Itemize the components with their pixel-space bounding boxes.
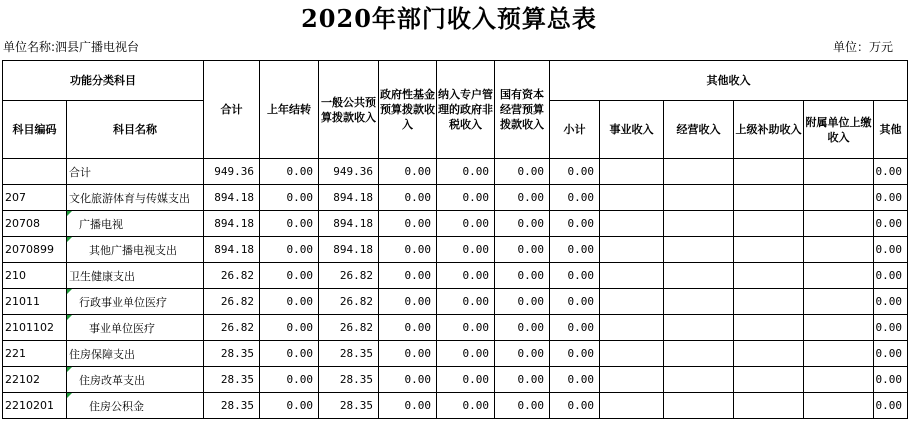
table-row	[3, 367, 908, 393]
other-cell: 0.00	[874, 159, 908, 185]
affiliated-income-cell	[804, 211, 874, 237]
carryover-cell: 0.00	[260, 263, 319, 289]
superior-subsidy-cell	[734, 263, 804, 289]
special-account-cell: 0.00	[437, 367, 495, 393]
carryover-cell: 0.00	[260, 237, 319, 263]
subject-code-cell: 210	[3, 263, 67, 289]
header-other-income: 其他收入	[550, 61, 908, 101]
business-income-cell	[600, 315, 664, 341]
superior-subsidy-cell	[734, 315, 804, 341]
header-subject-code: 科目编码	[3, 101, 67, 159]
capital-budget-cell: 0.00	[495, 211, 550, 237]
subject-name-cell	[67, 237, 204, 263]
general-budget-cell: 26.82	[319, 289, 379, 315]
special-account-cell: 0.00	[437, 159, 495, 185]
other-cell: 0.00	[874, 263, 908, 289]
capital-budget-cell: 0.00	[495, 289, 550, 315]
table-row	[3, 341, 908, 367]
unit-label: 单位：万元	[832, 40, 893, 54]
subject-code-cell: 2070899	[3, 237, 67, 263]
subject-name-text: 事业单位医疗	[89, 321, 155, 335]
capital-budget-cell: 0.00	[495, 341, 550, 367]
business-income-cell	[600, 159, 664, 185]
fund-budget-cell: 0.00	[379, 289, 437, 315]
subject-code-cell: 21011	[3, 289, 67, 315]
total-cell: 26.82	[204, 263, 260, 289]
subject-name-cell	[67, 159, 204, 185]
header-subtotal: 小计	[550, 101, 600, 159]
budget-table	[2, 60, 908, 419]
capital-budget-cell: 0.00	[495, 185, 550, 211]
table-row	[3, 159, 908, 185]
table-row	[3, 237, 908, 263]
fund-budget-cell: 0.00	[379, 393, 437, 419]
operating-income-cell	[664, 367, 734, 393]
general-budget-cell: 894.18	[319, 185, 379, 211]
affiliated-income-cell	[804, 367, 874, 393]
header-operating-income: 经营收入	[664, 101, 734, 159]
business-income-cell	[600, 393, 664, 419]
header-affiliated-unit-income: 附属单位上缴收入	[804, 101, 874, 159]
business-income-cell	[600, 237, 664, 263]
business-income-cell	[600, 263, 664, 289]
table-row	[3, 393, 908, 419]
subtotal-cell: 0.00	[550, 289, 600, 315]
header-other: 其他	[874, 101, 908, 159]
subtotal-cell: 0.00	[550, 263, 600, 289]
subject-code-cell: 20708	[3, 211, 67, 237]
subject-code-cell: 22102	[3, 367, 67, 393]
subtotal-cell: 0.00	[550, 367, 600, 393]
subject-code-cell: 221	[3, 341, 67, 367]
subject-name-text: 卫生健康支出	[69, 269, 135, 283]
business-income-cell	[600, 211, 664, 237]
superior-subsidy-cell	[734, 393, 804, 419]
subtotal-cell: 0.00	[550, 237, 600, 263]
total-cell: 894.18	[204, 237, 260, 263]
business-income-cell	[600, 367, 664, 393]
affiliated-income-cell	[804, 393, 874, 419]
fund-budget-cell: 0.00	[379, 211, 437, 237]
subject-name-cell	[67, 289, 204, 315]
general-budget-cell: 949.36	[319, 159, 379, 185]
subject-name-cell	[67, 263, 204, 289]
other-cell: 0.00	[874, 367, 908, 393]
carryover-cell: 0.00	[260, 211, 319, 237]
superior-subsidy-cell	[734, 211, 804, 237]
subject-code-cell: 2210201	[3, 393, 67, 419]
carryover-cell: 0.00	[260, 289, 319, 315]
subject-name-text: 文化旅游体育与传媒支出	[69, 191, 190, 205]
superior-subsidy-cell	[734, 159, 804, 185]
fund-budget-cell: 0.00	[379, 159, 437, 185]
special-account-cell: 0.00	[437, 289, 495, 315]
operating-income-cell	[664, 211, 734, 237]
header-state-capital-budget: 国有资本经营预算拨款收入	[495, 61, 550, 159]
subject-name-text: 住房公积金	[89, 399, 144, 413]
subject-name-cell	[67, 341, 204, 367]
total-cell: 26.82	[204, 289, 260, 315]
cell-marker-icon	[67, 393, 72, 398]
superior-subsidy-cell	[734, 341, 804, 367]
subject-code-cell: 207	[3, 185, 67, 211]
table-row	[3, 211, 908, 237]
affiliated-income-cell	[804, 315, 874, 341]
fund-budget-cell: 0.00	[379, 315, 437, 341]
subtotal-cell: 0.00	[550, 341, 600, 367]
cell-marker-icon	[67, 211, 72, 216]
subtotal-cell: 0.00	[550, 393, 600, 419]
subject-name-text: 住房保障支出	[69, 347, 135, 361]
page-title: 2020年部门收入预算总表	[301, 4, 597, 33]
total-cell: 26.82	[204, 315, 260, 341]
total-cell: 894.18	[204, 211, 260, 237]
subject-name-text: 其他广播电视支出	[89, 243, 177, 257]
header-subject-name: 科目名称	[67, 101, 204, 159]
total-cell: 949.36	[204, 159, 260, 185]
other-cell: 0.00	[874, 211, 908, 237]
subtotal-cell: 0.00	[550, 159, 600, 185]
other-cell: 0.00	[874, 185, 908, 211]
other-cell: 0.00	[874, 341, 908, 367]
superior-subsidy-cell	[734, 289, 804, 315]
table-row	[3, 263, 908, 289]
fund-budget-cell: 0.00	[379, 185, 437, 211]
fund-budget-cell: 0.00	[379, 237, 437, 263]
operating-income-cell	[664, 341, 734, 367]
subject-name-cell	[67, 315, 204, 341]
business-income-cell	[600, 185, 664, 211]
general-budget-cell: 26.82	[319, 315, 379, 341]
general-budget-cell: 28.35	[319, 341, 379, 367]
operating-income-cell	[664, 289, 734, 315]
table-row	[3, 315, 908, 341]
total-cell: 28.35	[204, 393, 260, 419]
fund-budget-cell: 0.00	[379, 263, 437, 289]
total-cell: 894.18	[204, 185, 260, 211]
capital-budget-cell: 0.00	[495, 159, 550, 185]
cell-marker-icon	[67, 367, 72, 372]
subject-name-cell	[67, 211, 204, 237]
total-cell: 28.35	[204, 367, 260, 393]
table-row	[3, 289, 908, 315]
capital-budget-cell: 0.00	[495, 393, 550, 419]
special-account-cell: 0.00	[437, 341, 495, 367]
affiliated-income-cell	[804, 159, 874, 185]
table-header	[3, 61, 908, 159]
special-account-cell: 0.00	[437, 211, 495, 237]
header-total: 合计	[204, 61, 260, 159]
general-budget-cell: 26.82	[319, 263, 379, 289]
header-prev-year-carryover: 上年结转	[260, 61, 319, 159]
carryover-cell: 0.00	[260, 315, 319, 341]
special-account-cell: 0.00	[437, 263, 495, 289]
capital-budget-cell: 0.00	[495, 263, 550, 289]
carryover-cell: 0.00	[260, 393, 319, 419]
header-superior-subsidy: 上级补助收入	[734, 101, 804, 159]
affiliated-income-cell	[804, 289, 874, 315]
general-budget-cell: 28.35	[319, 367, 379, 393]
header-business-income: 事业收入	[600, 101, 664, 159]
other-cell: 0.00	[874, 237, 908, 263]
special-account-cell: 0.00	[437, 237, 495, 263]
subtotal-cell: 0.00	[550, 211, 600, 237]
total-cell: 28.35	[204, 341, 260, 367]
table-row	[3, 185, 908, 211]
other-cell: 0.00	[874, 393, 908, 419]
capital-budget-cell: 0.00	[495, 237, 550, 263]
general-budget-cell: 894.18	[319, 237, 379, 263]
subject-name-text: 合计	[69, 165, 91, 179]
fund-budget-cell: 0.00	[379, 367, 437, 393]
affiliated-income-cell	[804, 263, 874, 289]
other-cell: 0.00	[874, 289, 908, 315]
other-cell: 0.00	[874, 315, 908, 341]
carryover-cell: 0.00	[260, 159, 319, 185]
carryover-cell: 0.00	[260, 367, 319, 393]
cell-marker-icon	[67, 237, 72, 242]
business-income-cell	[600, 289, 664, 315]
subtotal-cell: 0.00	[550, 315, 600, 341]
unit-name: 单位名称:泗县广播电视台	[3, 40, 140, 54]
affiliated-income-cell	[804, 237, 874, 263]
special-account-cell: 0.00	[437, 393, 495, 419]
capital-budget-cell: 0.00	[495, 315, 550, 341]
fund-budget-cell: 0.00	[379, 341, 437, 367]
subject-name-cell	[67, 185, 204, 211]
general-budget-cell: 894.18	[319, 211, 379, 237]
operating-income-cell	[664, 393, 734, 419]
operating-income-cell	[664, 237, 734, 263]
general-budget-cell: 28.35	[319, 393, 379, 419]
affiliated-income-cell	[804, 341, 874, 367]
superior-subsidy-cell	[734, 185, 804, 211]
superior-subsidy-cell	[734, 367, 804, 393]
subject-name-text: 行政事业单位医疗	[79, 295, 167, 309]
carryover-cell: 0.00	[260, 185, 319, 211]
subject-code-cell	[3, 159, 67, 185]
operating-income-cell	[664, 159, 734, 185]
subject-name-cell	[67, 367, 204, 393]
superior-subsidy-cell	[734, 237, 804, 263]
carryover-cell: 0.00	[260, 341, 319, 367]
operating-income-cell	[664, 315, 734, 341]
business-income-cell	[600, 341, 664, 367]
capital-budget-cell: 0.00	[495, 367, 550, 393]
operating-income-cell	[664, 185, 734, 211]
subtotal-cell: 0.00	[550, 185, 600, 211]
header-functional-class: 功能分类科目	[3, 61, 204, 101]
subject-code-cell: 2101102	[3, 315, 67, 341]
special-account-cell: 0.00	[437, 315, 495, 341]
subject-name-text: 住房改革支出	[79, 373, 145, 387]
header-general-public-budget: 一般公共预算拨款收入	[319, 61, 379, 159]
special-account-cell: 0.00	[437, 185, 495, 211]
subject-name-cell	[67, 393, 204, 419]
header-gov-fund-budget: 政府性基金预算拨款收入	[379, 61, 437, 159]
cell-marker-icon	[67, 289, 72, 294]
affiliated-income-cell	[804, 185, 874, 211]
table-body	[3, 159, 908, 419]
subject-name-text: 广播电视	[79, 217, 123, 231]
cell-marker-icon	[67, 315, 72, 320]
header-special-account-nontax: 纳入专户管理的政府非税收入	[437, 61, 495, 159]
operating-income-cell	[664, 263, 734, 289]
